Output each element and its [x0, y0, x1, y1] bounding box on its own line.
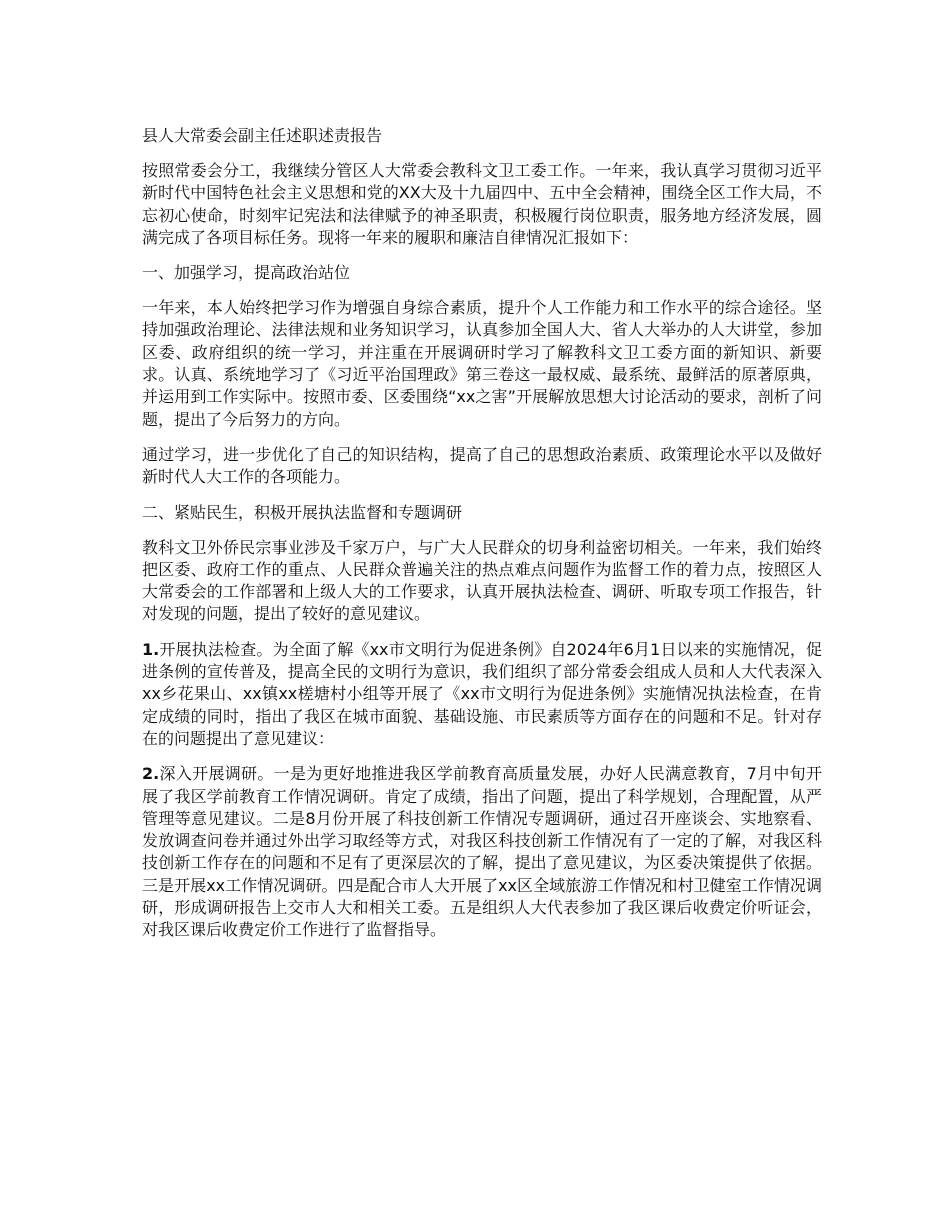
section-1-paragraph-2: 通过学习，进一步优化了自己的知识结构，提高了自己的思想政治素质、政策理论水平以及做好新时代人大工作的各项能力。 — [142, 444, 822, 487]
section-1-heading: 一、加强学习，提高政治站位 — [142, 263, 351, 283]
item-1-text: 开展执法检查。为全面了解《xx市文明行为促进条例》自2024年6月1日以来的实施情况，促进条例的宣传普及，提高全民的文明行为意识，我们组织了部分常委会组成人员和人大代表深入xx乡花果山、xx镇xx槎塘村小组等开展了《xx市文明行为促进条例》实施情况执法检查，在肯定成绩的同时，指出了我区在城市面貌、基础设施、市民素质等方面存在的问题和不足。针对存在的问题提出了意见建议： — [142, 639, 822, 748]
intro-paragraph: 按照常委会分工，我继续分管区人大常委会教科文卫工委工作。一年来，我认真学习贯彻习近平新时代中国特色社会主义思想和党的XX大及十九届四中、五中全会精神，围绕全区工作大局，不忘初心使命，时刻牢记宪法和法律赋予的神圣职责，积极履行岗位职责，服务地方经济发展，圆满完成了各项目标任务。现将一年来的履职和廉洁自律情况汇报如下： — [142, 161, 822, 247]
document-title: 县人大常委会副主任述职述责报告 — [142, 126, 383, 145]
item-2-text: 深入开展调研。一是为更好地推进我区学前教育高质量发展，办好人民满意教育，7月中旬开展了我区学前教育工作情况调研。肯定了成绩，指出了问题，提出了科学规划，合理配置，从严管理等意见建议。二是8月份开展了科技创新工作情况专题调研，通过召开座谈会、实地察看、发放调查问卷并通过外出学习取经等方式，对我区科技创新工作情况有了一定的了解，对我区科技创新工作存在的问题和不足有了更深层次的了解，提出了意见建议，为区委决策提供了依据。三是开展xx工作情况调研。四是配合市人大开展了xx区全域旅游工作情况和村卫健室工作情况调研，形成调研报告上交市人大和相关工委。五是组织人大代表参加了我区课后收费定价听证会，对我区课后收费定价工作进行了监督指导。 — [142, 764, 822, 940]
section-2-heading: 二、紧贴民生，积极开展执法监督和专题调研 — [142, 502, 463, 522]
section-2-paragraph-1: 教科文卫外侨民宗事业涉及千家万户，与广大人民群众的切身利益密切相关。一年来，我们始终把区委、政府工作的重点、人民群众普遍关注的热点难点问题作为监督工作的着力点，按照区人大常委会的工作部署和上级人大的工作要求，认真开展执法检查、调研、听取专项工作报告，针对发现的问题，提出了较好的意见建议。 — [142, 537, 822, 624]
item-2-number: 2. — [142, 764, 160, 784]
section-2-item-1 — [142, 639, 822, 750]
section-1-paragraph-1: 一年来，本人始终把学习作为增强自身综合素质，提升个人工作能力和工作水平的综合途径。坚持加强政治理论、法律法规和业务知识学习，认真参加全国人大、省人大举办的人大讲堂，参加区委、政府组织的统一学习，并注重在开展调研时学习了解教科文卫工委方面的新知识、新要求。认真、系统地学习了《习近平治国理政》第三卷这一最权威、最系统、最鲜活的原著原典，并运用到工作实际中。按照市委、区委围绕“xx之害”开展解放思想大讨论活动的要求，剖析了问题，提出了今后努力的方向。 — [142, 298, 822, 429]
section-2-item-2 — [142, 763, 822, 941]
item-1-number: 1. — [142, 639, 160, 659]
document-page — [142, 125, 822, 955]
